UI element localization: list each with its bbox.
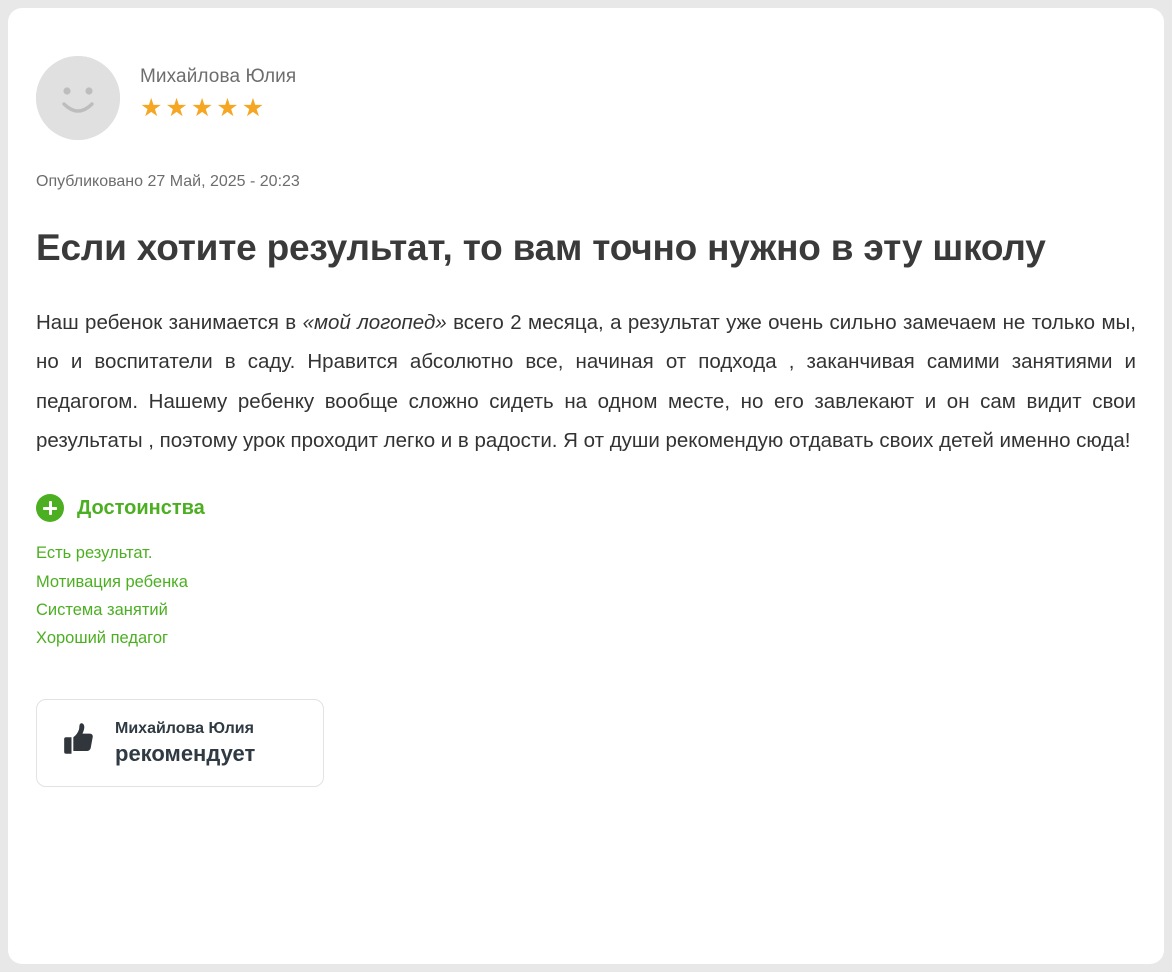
review-header	[36, 56, 1136, 140]
star-icon: ★	[165, 93, 191, 122]
recommendation-name: Михайлова Юлия	[115, 719, 254, 737]
published-date: Опубликовано 27 Май, 2025 - 20:23	[36, 173, 300, 190]
list-item: Хороший педагог	[36, 629, 169, 648]
star-icon: ★	[241, 93, 268, 122]
recommendation-badge	[36, 699, 324, 787]
list-item: Есть результат.	[36, 544, 153, 563]
list-item: Мотивация ребенка	[36, 572, 188, 591]
author-name: Михайлова Юлия	[140, 66, 297, 87]
pros-header	[36, 494, 1136, 522]
review-body-quoted: «мой логопед»	[302, 310, 447, 334]
list-item: Система занятий	[36, 601, 168, 620]
recommendation-text	[115, 718, 255, 768]
star-icon: ★	[140, 93, 166, 122]
plus-icon	[36, 494, 64, 522]
star-rating	[140, 93, 296, 122]
thumbs-up-icon	[55, 718, 99, 767]
avatar	[36, 56, 120, 140]
review-body	[36, 303, 1136, 460]
review-body-after: всего 2 месяца, а результат уже очень сильно замечаем не только мы, но и воспитатели в саду. Нравится абсолютно все, начиная от подхода , заканчивая самими занятиями и педагогом. Нашему ребенку вообще сложно сидеть на одном месте, но его завлекают и он сам видит свои результаты , поэтому урок проходит легко и в радости. Я от души рекомендую отдавать своих детей именно сюда!	[36, 310, 1136, 452]
review-card	[8, 8, 1164, 964]
star-icon: ★	[216, 93, 242, 122]
pros-list	[36, 539, 1136, 653]
review-title: Если хотите результат, то вам точно нужно в эту школу	[36, 227, 1046, 268]
star-icon: ★	[190, 93, 217, 122]
pros-title: Достоинства	[77, 496, 205, 519]
recommendation-action: рекомендует	[115, 741, 256, 767]
review-body-before: Наш ребенок занимается в	[36, 310, 303, 334]
